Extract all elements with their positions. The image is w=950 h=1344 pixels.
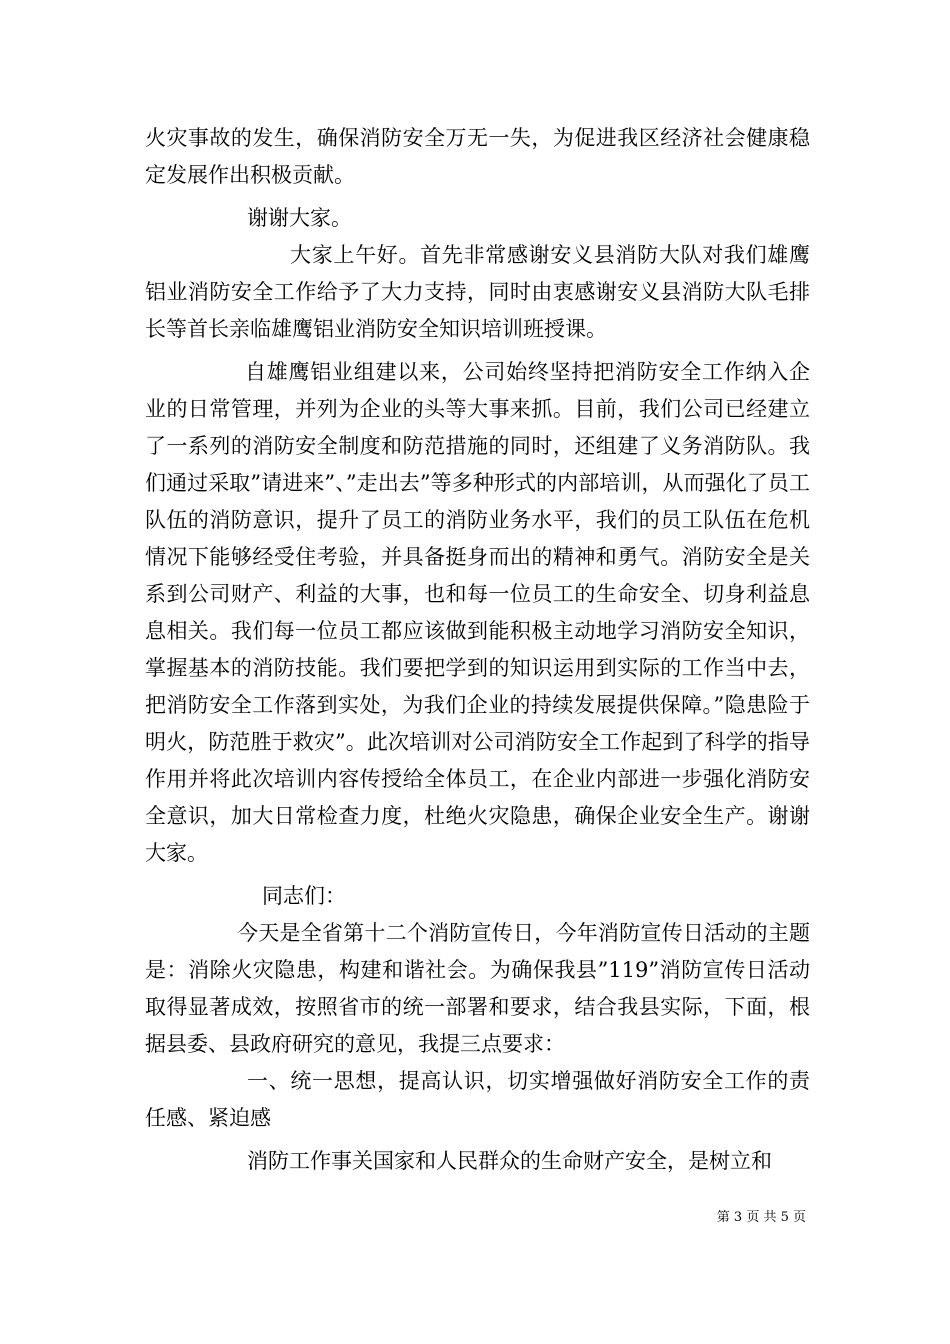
paragraph: 一、统一思想，提高认识，切实增强做好消防安全工作的责任感、紧迫感 [145, 1069, 810, 1130]
paragraph: 谢谢大家。 [247, 206, 352, 230]
paragraph: 自雄鹰铝业组建以来，公司始终坚持把消防安全工作纳入企业的日常管理，并列为企业的头等大事来抓。目前，我们公司已经建立了一系列的消防安全制度和防范措施的同时，还组建了义务消防队。我们通过采取”请进来”、”走出去”等多种形式的内部培训，从而强化了员工队伍的消防意识，提升了员工的消防业务水平，我们的员工队伍在危机情况下能够经受住考验，并具备挺身而出的精神和勇气。消防安全是关系到公司财产、利益的大事，也和每一位员工的生命安全、切身利益息息相关。我们每一位员工都应该做到能积极主动地学习消防安全知识，掌握基本的消防技能。我们要把学到的知识运用到实际的工作当中去，把消防安全工作落到实处，为我们企业的持续发展提供保障。”隐患险于明火，防范胜于救灾”。此次培训对公司消防安全工作起到了科学的指导作用并将此次培训内容传授给全体员工，在企业内部进一步强化消防安全意识，加大日常检查力度，杜绝火灾隐患，确保企业安全生产。谢谢大家。 [145, 360, 810, 865]
paragraph: 消防工作事关国家和人民群众的生命财产安全，是树立和 [247, 1149, 772, 1173]
page-number: 第 3 页 共 5 页 [716, 1210, 806, 1225]
paragraph: 大家上午好。首先非常感谢安义县消防大队对我们雄鹰铝业消防安全工作给予了大力支持，同时由衷感谢安义县消防大队毛排长等首长亲临雄鹰铝业消防安全知识培训班授课。 [145, 243, 810, 341]
paragraph: 火灾事故的发生，确保消防安全万无一失，为促进我区经济社会健康稳定发展作出积极贡献。 [145, 126, 810, 187]
paragraph: 同志们： [262, 884, 346, 908]
paragraph: 今天是全省第十二个消防宣传日，今年消防宣传日活动的主题是：消除火灾隐患，构建和谐社会。为确保我县”119”消防宣传日活动取得显著成效，按照省市的统一部署和要求，结合我县实际，下面，根据县委、县政府研究的意见，我提三点要求： [145, 921, 810, 1056]
document-body [145, 120, 810, 1180]
